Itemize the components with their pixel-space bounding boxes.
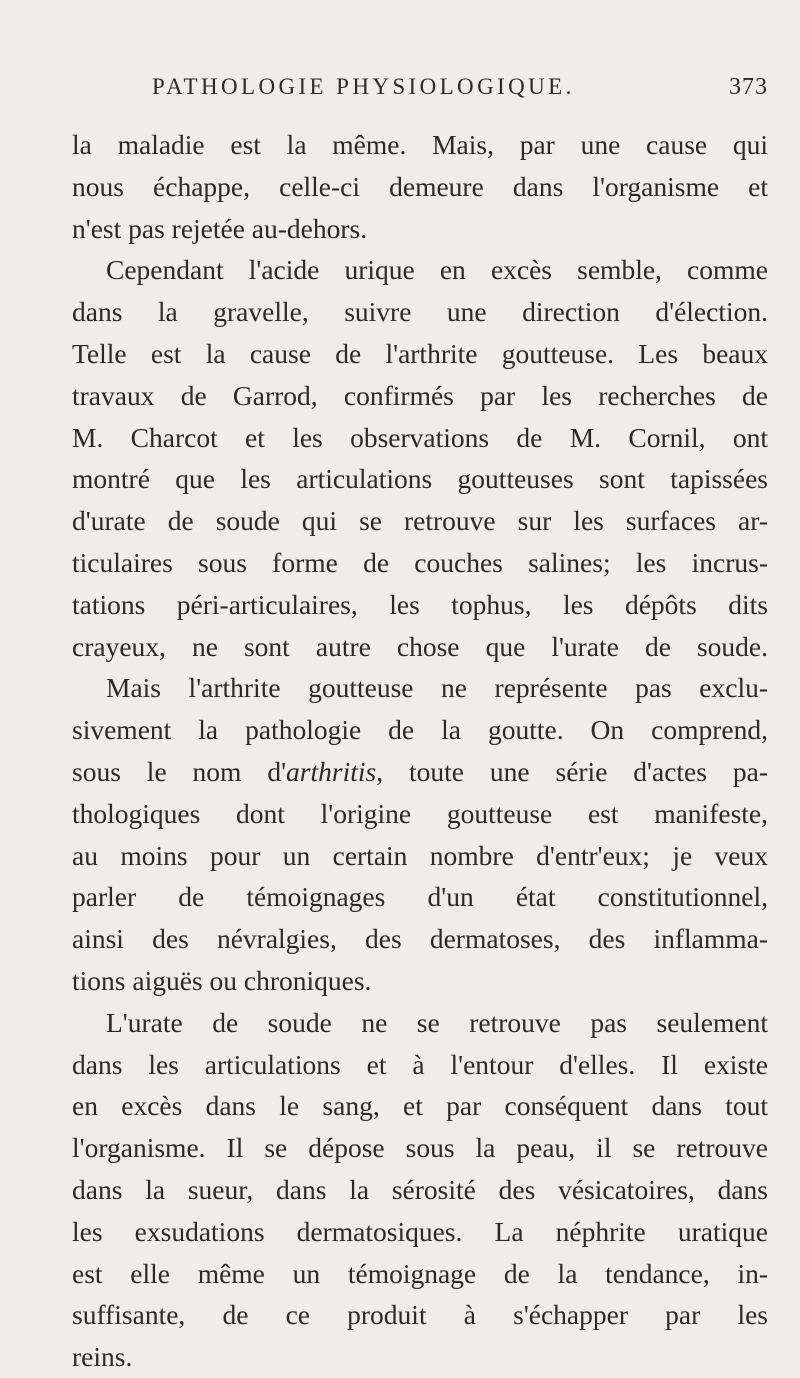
body-text — [72, 124, 768, 1378]
text-line: suffisante, de ce produit à s'échapper par les — [72, 1299, 768, 1331]
text-line: tations péri-articulaires, les tophus, les dépôts dits — [72, 588, 768, 620]
text-line: Telle est la cause de l'arthrite goutteuse. Les beaux — [72, 337, 768, 369]
text-line: ainsi des névralgies, des dermatoses, des inflamma- — [72, 923, 768, 955]
text-line: montré que les articulations goutteuses sont tapissées — [72, 463, 768, 495]
text-line: L'urate de soude ne se retrouve pas seulement — [106, 1006, 768, 1038]
text-line: est elle même un témoignage de la tendance, in- — [72, 1257, 768, 1289]
page-number: 373 — [729, 74, 768, 100]
text-line-with-italic — [72, 751, 768, 793]
text-line: la maladie est la même. Mais, par une cause qui — [72, 129, 768, 160]
text-line: n'est pas rejetée au-dehors. — [72, 212, 368, 244]
text-line: en excès dans le sang, et par conséquent dans tout — [72, 1090, 768, 1122]
text-line: sivement la pathologie de la goutte. On comprend, — [72, 714, 768, 746]
text-line: les exsudations dermatosiques. La néphrite uratique — [72, 1215, 768, 1247]
text-line: thologiques dont l'origine goutteuse est manifeste, — [72, 797, 768, 829]
text-segment: sous le nom d' — [72, 755, 287, 787]
running-title: PATHOLOGIE PHYSIOLOGIQUE. — [152, 74, 575, 99]
text-line: parler de témoignages d'un état constitutionnel, — [72, 881, 768, 913]
text-line: dans la gravelle, suivre une direction d'élection. — [72, 296, 768, 328]
text-line: l'organisme. Il se dépose sous la peau, il se retrouve — [72, 1132, 768, 1164]
text-segment: , toute une série d'actes pa- — [376, 755, 768, 787]
text-line: dans les articulations et à l'entour d'elles. Il existe — [72, 1048, 768, 1080]
text-line: reins. — [72, 1341, 133, 1373]
text-line: ticulaires sous forme de couches salines; les incrus- — [72, 546, 768, 578]
text-line: travaux de Garrod, confirmés par les recherches de — [72, 379, 768, 411]
text-line: dans la sueur, dans la sérosité des vésicatoires, dans — [72, 1173, 768, 1205]
text-line: M. Charcot et les observations de M. Cornil, ont — [72, 421, 768, 453]
running-head — [152, 74, 768, 110]
text-line: nous échappe, celle-ci demeure dans l'organisme et — [72, 170, 768, 202]
text-line: Cependant l'acide urique en excès semble, comme — [106, 254, 768, 286]
text-line: d'urate de soude qui se retrouve sur les surfaces ar- — [72, 505, 768, 537]
italic-term: arthritis — [286, 755, 377, 787]
text-line: au moins pour un certain nombre d'entr'eux; je veux — [72, 839, 768, 871]
text-line: crayeux, ne sont autre chose que l'urate de soude. — [72, 630, 768, 662]
text-line: tions aiguës ou chroniques. — [72, 964, 372, 996]
text-line: Mais l'arthrite goutteuse ne représente pas exclu- — [106, 672, 768, 704]
